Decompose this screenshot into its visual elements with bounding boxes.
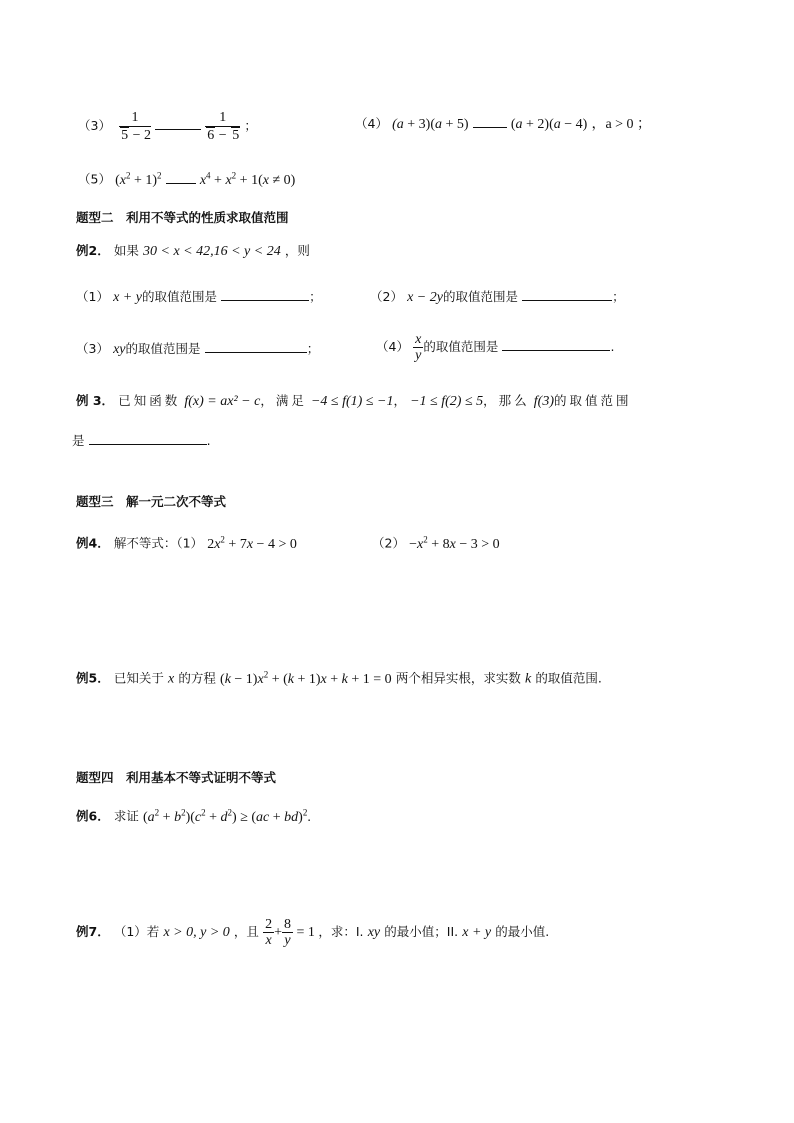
variable-k: k [524,671,532,687]
section-3-title: 题型三 解一元二次不等式 [76,494,227,509]
answer-blank[interactable] [155,118,201,130]
semicolon: ； [306,341,320,356]
example-2-label: 例2． [76,243,110,258]
example-7-text: ，且 [233,924,259,939]
expression-right: (a + 2)(a − 4) [510,117,588,132]
example-7-xy: xy [367,925,381,940]
example-4 [76,535,297,552]
expression-square: $(x^2 + 1)^2$ [115,170,162,188]
fraction-1-over-sqrt6-minus-sqrt5: $\frac{1}{6 - 5}$ [207,110,240,143]
example-3-text: 的取值范围 [554,393,632,408]
example-3-label: 例 3． [76,393,115,408]
q3-text: 的取值范围是 [125,341,201,356]
answer-blank[interactable] [89,433,207,445]
answer-blank[interactable] [502,339,610,351]
example-2-text: 如果 [113,243,139,258]
example-4-q2-label: （2） [372,535,405,551]
expression-left: (a + 3)(a + 5) [392,117,469,132]
example-5-text: 两个相异实根，求实数 [395,670,521,686]
cauchy-inequality: $(a^2 + b^2)(c^2 + d^2) \ge (ac + bd)^2$. [143,807,311,825]
quadratic-equation: $(k - 1)x^2 + (k + 1)x + k + 1 = 0$ [220,669,392,687]
q2-text: 的取值范围是 [442,289,518,304]
example-7-condition: x > 0, y > 0 [163,925,230,940]
answer-blank[interactable] [221,289,309,301]
example-2-q2 [370,289,625,305]
example-5-text: 的取值范围. [535,670,602,686]
question-3-number: （3） [78,118,111,133]
period: . [610,339,615,354]
example-7-text: 的最小值；II. [384,924,459,939]
answer-blank[interactable] [166,172,196,184]
fraction-x-over-y: $\frac{x}{y}$ [415,331,422,363]
example-7-text: （1）若 [113,924,160,939]
expression-right: $x^4 + x^2 + 1(x \ne 0)$ [199,170,296,188]
example-5-text: 的方程 [178,670,216,686]
example-4-label: 例4． [76,535,110,551]
example-2-q1 [76,289,322,305]
example-3-text: 已知函数 [118,393,181,408]
semicolon: ； [309,289,322,304]
example-3-text: ，满足 [260,393,307,408]
example-7-text: 的最小值. [495,924,550,939]
section-4-title: 题型四 利用基本不等式证明不等式 [76,770,277,785]
section-2-title: 题型二 利用不等式的性质求取值范围 [76,210,289,225]
example-2 [76,245,310,259]
q1-text: 的取值范围是 [141,289,217,304]
example-7-x-plus-y: x + y [462,925,492,940]
inequality-2: $-x^2 + 8x - 3 > 0$ [409,534,500,552]
q2-math: x − 2y [407,290,443,305]
question-4-number: （4） [355,116,388,131]
example-5-label: 例5． [76,670,110,686]
example-4-text: 解不等式：（1） [113,535,204,551]
answer-blank[interactable] [473,116,507,128]
q2-label: （2） [370,289,403,304]
q3-label: （3） [76,341,109,356]
semicolon: ； [612,289,625,304]
variable-x: x [168,671,175,687]
example-3-condition-2: −1 ≤ f(2) ≤ 5 [410,394,484,409]
inequality-1: $2x^2 + 7x - 4 > 0$ [207,534,297,552]
example-5 [76,670,602,687]
q1-math: x + y [113,290,142,305]
question-4 [355,116,651,132]
comma: ， [393,393,406,408]
answer-blank[interactable] [522,289,612,301]
example-3-text: ，那么 [483,393,530,408]
q1-label: （1） [76,289,109,304]
example-7 [76,912,549,952]
example-3-function: f(x) = ax² − c [184,394,261,409]
question-5 [78,171,295,188]
example-6-label: 例6． [76,808,110,824]
example-3-condition-1: −4 ≤ f(1) ≤ −1 [310,394,394,409]
example-2-q3 [76,341,319,357]
example-2-tail: ，则 [284,243,310,258]
example-4-q2 [372,535,500,552]
example-2-range: 30 < x < 42,16 < y < 24 [143,244,281,259]
example-7-label: 例7． [76,924,110,939]
condition-a-positive: ，a > 0 ； [591,117,652,132]
example-5-text: 已知关于 [113,670,164,686]
semicolon: ； [244,118,257,133]
fraction-1-over-sqrt5-minus-2: $\frac{1}{5 - 2}$ [121,110,151,143]
example-3-text: 是 [72,433,85,448]
example-7-text: ，求：I. [318,924,364,939]
fraction-equation: $\frac{2}{x}$ + $\frac{8}{y}$ = 1 [265,916,319,949]
example-3-line-2: 是 . [72,433,211,448]
q4-text: 的取值范围是 [423,339,499,354]
example-2-q4 [376,330,614,364]
example-6 [76,808,311,825]
example-6-text: 求证 [113,808,139,824]
answer-blank[interactable] [205,341,307,353]
example-3 [76,395,748,409]
q4-label: （4） [376,339,409,354]
question-5-number: （5） [78,171,111,187]
question-3 [78,106,257,146]
q3-math: xy [113,342,126,357]
example-3-f3: f(3) [533,394,555,409]
